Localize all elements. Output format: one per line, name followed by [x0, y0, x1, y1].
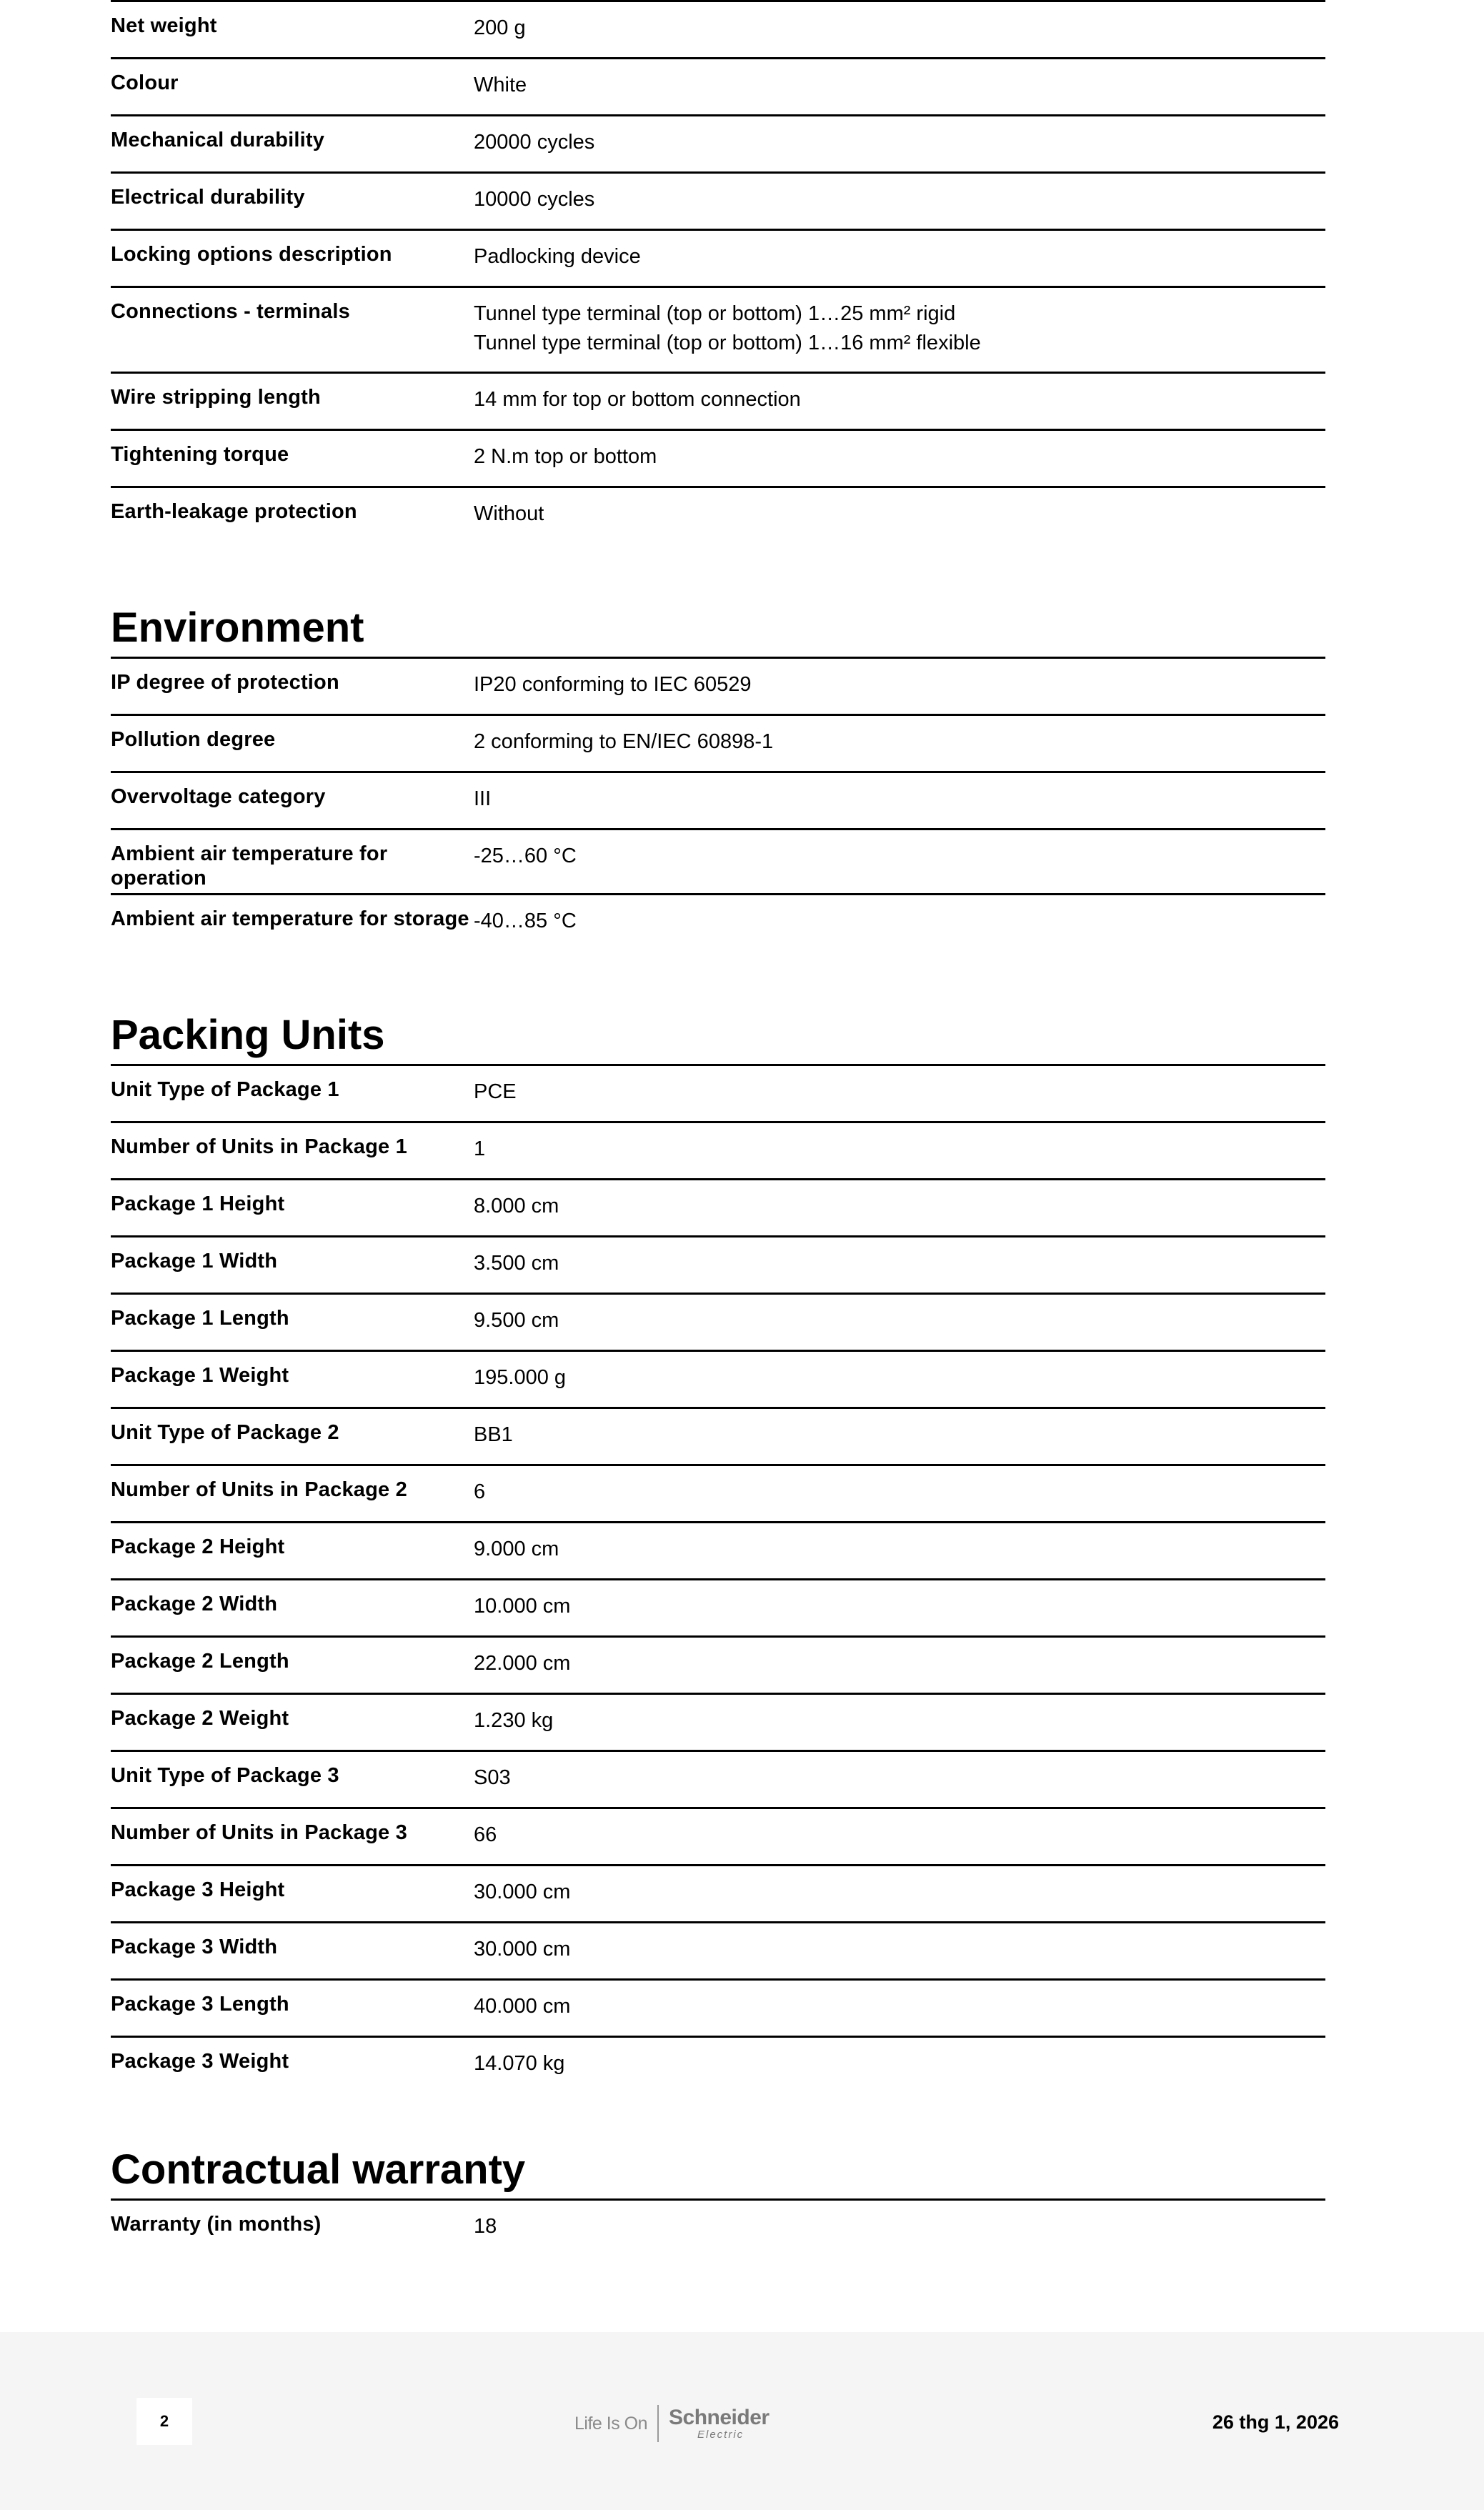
- spec-label: Unit Type of Package 2: [111, 1421, 339, 1444]
- spec-label: Package 1 Height: [111, 1192, 285, 1215]
- spec-label: Overvoltage category: [111, 785, 326, 808]
- spec-label: Ambient air temperature for storage: [111, 907, 469, 930]
- spec-value: 14.070 kg: [474, 2052, 565, 2075]
- spec-table-warranty: [111, 2198, 1325, 2258]
- spec-value: 30.000 cm: [474, 1881, 571, 1903]
- table-row: [111, 895, 1325, 960]
- spec-value: 8.000 cm: [474, 1195, 559, 1217]
- spec-label: Electrical durability: [111, 186, 305, 209]
- spec-label: Pollution degree: [111, 728, 276, 751]
- spec-value: Without: [474, 502, 544, 525]
- table-row: [111, 374, 1325, 431]
- spec-label: Mechanical durability: [111, 129, 325, 151]
- spec-value: PCE: [474, 1080, 517, 1103]
- spec-value: 6: [474, 1480, 486, 1503]
- table-row: [111, 1352, 1325, 1409]
- logo-tagline: Life Is On: [574, 2413, 647, 2434]
- table-row: [111, 1809, 1325, 1866]
- table-row: [111, 116, 1325, 174]
- spec-table-general: [111, 0, 1325, 545]
- spec-label: Package 3 Width: [111, 1936, 278, 1958]
- spec-label: Package 1 Width: [111, 1250, 278, 1273]
- section-title-environment: Environment: [111, 604, 364, 651]
- table-row: [111, 1409, 1325, 1466]
- spec-label: Connections - terminals: [111, 300, 350, 323]
- table-row: [111, 1695, 1325, 1752]
- spec-label: Number of Units in Package 3: [111, 1821, 407, 1844]
- table-row: [111, 1580, 1325, 1638]
- table-row: [111, 431, 1325, 488]
- datasheet-content: [111, 0, 1325, 2258]
- spec-label: Unit Type of Package 1: [111, 1078, 339, 1101]
- spec-value: 9.000 cm: [474, 1538, 559, 1560]
- table-row: [111, 1180, 1325, 1237]
- page-footer: [0, 2332, 1484, 2510]
- spec-label: IP degree of protection: [111, 671, 339, 694]
- table-row: [111, 288, 1325, 374]
- table-row: [111, 1123, 1325, 1180]
- table-row: [111, 1866, 1325, 1923]
- spec-label: Earth-leakage protection: [111, 500, 357, 523]
- spec-value: 1.230 kg: [474, 1709, 554, 1732]
- spec-value: IP20 conforming to IEC 60529: [474, 673, 752, 696]
- logo-divider: [657, 2405, 659, 2442]
- footer-date: 26 thg 1, 2026: [1212, 2411, 1339, 2433]
- spec-value: 40.000 cm: [474, 1995, 571, 2018]
- spec-value: 2 N.m top or bottom: [474, 445, 657, 468]
- spec-value: 10000 cycles: [474, 188, 595, 211]
- spec-value: 20000 cycles: [474, 131, 595, 154]
- table-row: [111, 1295, 1325, 1352]
- spec-label: Package 3 Weight: [111, 2050, 289, 2073]
- table-row: [111, 1752, 1325, 1809]
- spec-label: Locking options description: [111, 243, 392, 266]
- spec-label: Tightening torque: [111, 443, 289, 466]
- spec-value: 30.000 cm: [474, 1938, 571, 1961]
- table-row: [111, 1923, 1325, 1981]
- spec-value: 18: [474, 2215, 497, 2238]
- spec-label: Package 3 Length: [111, 1993, 289, 2016]
- spec-label: Number of Units in Package 1: [111, 1135, 407, 1158]
- spec-value: III: [474, 787, 492, 810]
- table-row: [111, 1066, 1325, 1123]
- table-row: [111, 1237, 1325, 1295]
- spec-value: 195.000 g: [474, 1366, 567, 1389]
- logo-brand-name: Schneider: [669, 2406, 770, 2429]
- spec-label: Package 1 Length: [111, 1307, 289, 1330]
- spec-table-packing-units: [111, 1064, 1325, 2095]
- spec-value: 9.500 cm: [474, 1309, 559, 1332]
- spec-value: White: [474, 74, 527, 96]
- section-title-contractual-warranty: Contractual warranty: [111, 2146, 526, 2193]
- spec-label: Package 2 Weight: [111, 1707, 289, 1730]
- page-number: 2: [136, 2398, 192, 2445]
- spec-value: 22.000 cm: [474, 1652, 571, 1675]
- spec-value: BB1: [474, 1423, 513, 1446]
- table-row: [111, 174, 1325, 231]
- spec-value: -25…60 °C: [474, 845, 577, 867]
- table-row: [111, 830, 1325, 895]
- table-row: [111, 488, 1325, 545]
- spec-label: Net weight: [111, 14, 217, 37]
- table-row: [111, 2201, 1325, 2258]
- table-row: [111, 231, 1325, 288]
- spec-label: Number of Units in Package 2: [111, 1478, 407, 1501]
- spec-label: Warranty (in months): [111, 2213, 322, 2236]
- spec-label: Package 2 Height: [111, 1535, 285, 1558]
- spec-table-environment: [111, 657, 1325, 960]
- table-row: [111, 1466, 1325, 1523]
- spec-label: Colour: [111, 71, 179, 94]
- table-row: [111, 2038, 1325, 2095]
- table-row: [111, 659, 1325, 716]
- schneider-electric-logo: [574, 2404, 770, 2444]
- spec-value: Padlocking device: [474, 245, 641, 268]
- spec-value: Tunnel type terminal (top or bottom) 1…25 mm² rigid Tunnel type terminal (top or bottom) 1…16 mm² flexible: [474, 302, 981, 354]
- spec-label: Package 2 Length: [111, 1650, 289, 1673]
- spec-label: Ambient air temperature for operation: [111, 842, 388, 890]
- table-row: [111, 1638, 1325, 1695]
- spec-label: Package 1 Weight: [111, 1364, 289, 1387]
- table-row: [111, 1523, 1325, 1580]
- spec-value: 200 g: [474, 16, 526, 39]
- spec-value: 3.500 cm: [474, 1252, 559, 1275]
- spec-label: Package 3 Height: [111, 1878, 285, 1901]
- table-row: [111, 1981, 1325, 2038]
- spec-value: 14 mm for top or bottom connection: [474, 388, 801, 411]
- table-row: [111, 2, 1325, 59]
- spec-label: Package 2 Width: [111, 1593, 278, 1615]
- section-title-packing-units: Packing Units: [111, 1012, 385, 1058]
- logo-brand: [669, 2407, 770, 2440]
- table-row: [111, 716, 1325, 773]
- spec-value: 1: [474, 1137, 486, 1160]
- table-row: [111, 773, 1325, 830]
- spec-label: Wire stripping length: [111, 386, 321, 409]
- logo-brand-sub: Electric: [697, 2429, 745, 2441]
- spec-value: 10.000 cm: [474, 1595, 571, 1618]
- spec-value: S03: [474, 1766, 511, 1789]
- spec-value: 66: [474, 1823, 497, 1846]
- table-row: [111, 59, 1325, 116]
- spec-label: Unit Type of Package 3: [111, 1764, 339, 1787]
- spec-value: -40…85 °C: [474, 910, 577, 932]
- spec-value: 2 conforming to EN/IEC 60898-1: [474, 730, 774, 753]
